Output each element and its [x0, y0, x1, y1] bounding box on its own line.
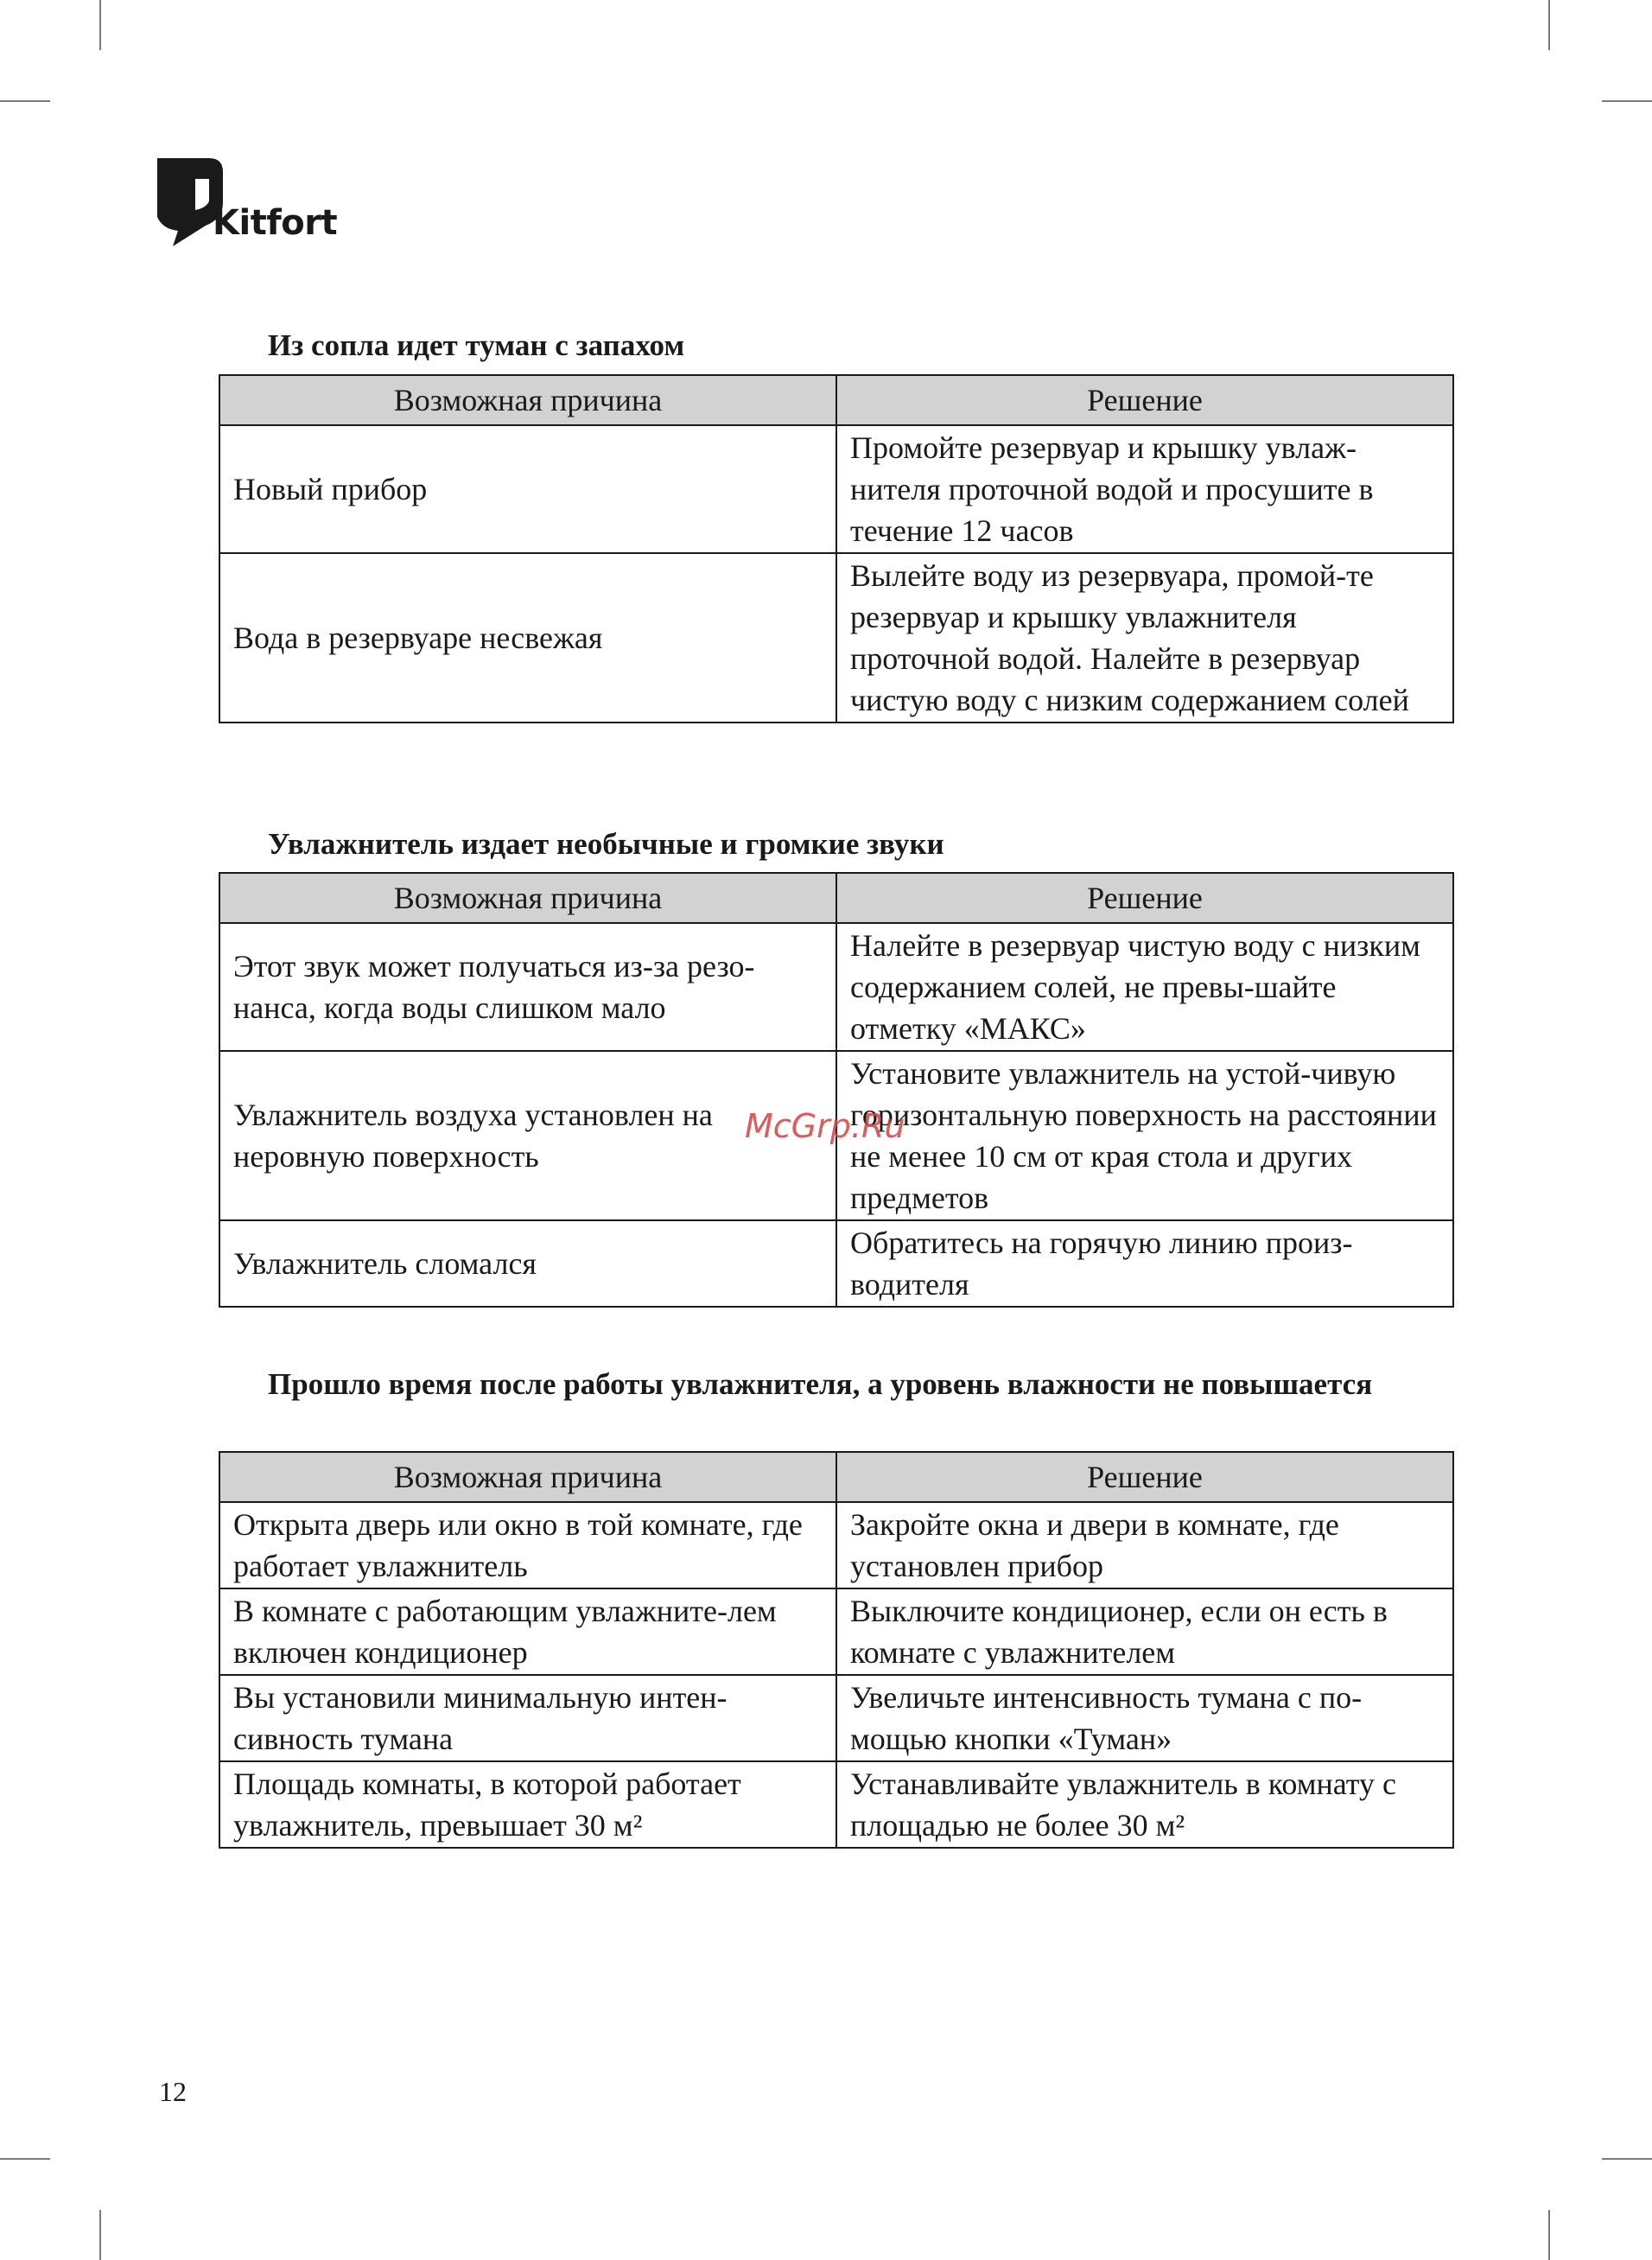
section-title: Прошло время после работы увлажнителя, а уровень влажности не повышается — [268, 1367, 1373, 1401]
crop-mark — [0, 100, 50, 102]
crop-mark — [99, 0, 101, 50]
brand-logo — [157, 158, 382, 253]
troubleshooting-table — [219, 1451, 1454, 1849]
solution-cell: Закройте окна и двери в комнате, где установлен прибор — [836, 1502, 1453, 1588]
table-header-row — [219, 1452, 1453, 1502]
troubleshooting-table — [219, 374, 1454, 723]
crop-mark — [99, 2210, 101, 2260]
table-row — [219, 553, 1453, 723]
column-header-solution: Решение — [836, 375, 1453, 425]
table-row — [219, 425, 1453, 553]
column-header-solution: Решение — [836, 873, 1453, 923]
table-row — [219, 1502, 1453, 1588]
cause-cell: Площадь комнаты, в которой работает увлажнитель, превышает 30 м² — [219, 1761, 836, 1848]
table-row — [219, 923, 1453, 1051]
crop-mark — [1548, 0, 1550, 50]
solution-cell: Вылейте воду из резервуара, промой-те резервуар и крышку увлажнителя проточной водой. Налейте в резервуар чистую воду с низким содержанием солей — [836, 553, 1453, 723]
crop-mark — [1602, 2158, 1652, 2160]
table-header-row — [219, 873, 1453, 923]
table-row — [219, 1761, 1453, 1848]
table-header-row — [219, 375, 1453, 425]
solution-cell: Выключите кондиционер, если он есть в комнате с увлажнителем — [836, 1588, 1453, 1675]
solution-cell: Устанавливайте увлажнитель в комнату с площадью не более 30 м² — [836, 1761, 1453, 1848]
table-row — [219, 1675, 1453, 1761]
cause-cell: Вода в резервуаре несвежая — [219, 553, 836, 723]
crop-mark — [0, 2158, 50, 2160]
cause-cell: Увлажнитель сломался — [219, 1220, 836, 1307]
crop-mark — [1548, 2210, 1550, 2260]
cause-cell: Этот звук может получаться из-за резо-нанса, когда воды слишком мало — [219, 923, 836, 1051]
page-number: 12 — [159, 2076, 187, 2107]
table-row — [219, 1588, 1453, 1675]
solution-cell: Промойте резервуар и крышку увлаж-нителя проточной водой и просушите в течение 12 часов — [836, 425, 1453, 553]
column-header-solution: Решение — [836, 1452, 1453, 1502]
cause-cell: Новый прибор — [219, 425, 836, 553]
cause-cell: Увлажнитель воздуха установлен на неровную поверхность — [219, 1051, 836, 1220]
solution-cell: Увеличьте интенсивность тумана с по-мощью кнопки «Туман» — [836, 1675, 1453, 1761]
troubleshooting-table — [219, 872, 1454, 1308]
solution-cell: Обратитесь на горячую линию произ-водителя — [836, 1220, 1453, 1307]
watermark: McGrp.Ru — [745, 1107, 905, 1145]
cause-cell: Вы установили минимальную интен-сивность тумана — [219, 1675, 836, 1761]
column-header-cause: Возможная причина — [219, 1452, 836, 1502]
column-header-cause: Возможная причина — [219, 873, 836, 923]
solution-cell: Налейте в резервуар чистую воду с низким содержанием солей, не превы-шайте отметку «МАКС» — [836, 923, 1453, 1051]
column-header-cause: Возможная причина — [219, 375, 836, 425]
section-title: Увлажнитель издает необычные и громкие звуки — [268, 827, 944, 861]
solution-cell: Установите увлажнитель на устой-чивую горизонтальную поверхность на расстоянии не менее 10 см от края стола и других предметов — [836, 1051, 1453, 1220]
table-row — [219, 1220, 1453, 1307]
cause-cell: В комнате с работающим увлажните-лем включен кондиционер — [219, 1588, 836, 1675]
cause-cell: Открыта дверь или окно в той комнате, где работает увлажнитель — [219, 1502, 836, 1588]
crop-mark — [1602, 100, 1652, 102]
section-title: Из сопла идет туман с запахом — [268, 328, 685, 362]
brand-name: Kitfort — [213, 203, 338, 243]
